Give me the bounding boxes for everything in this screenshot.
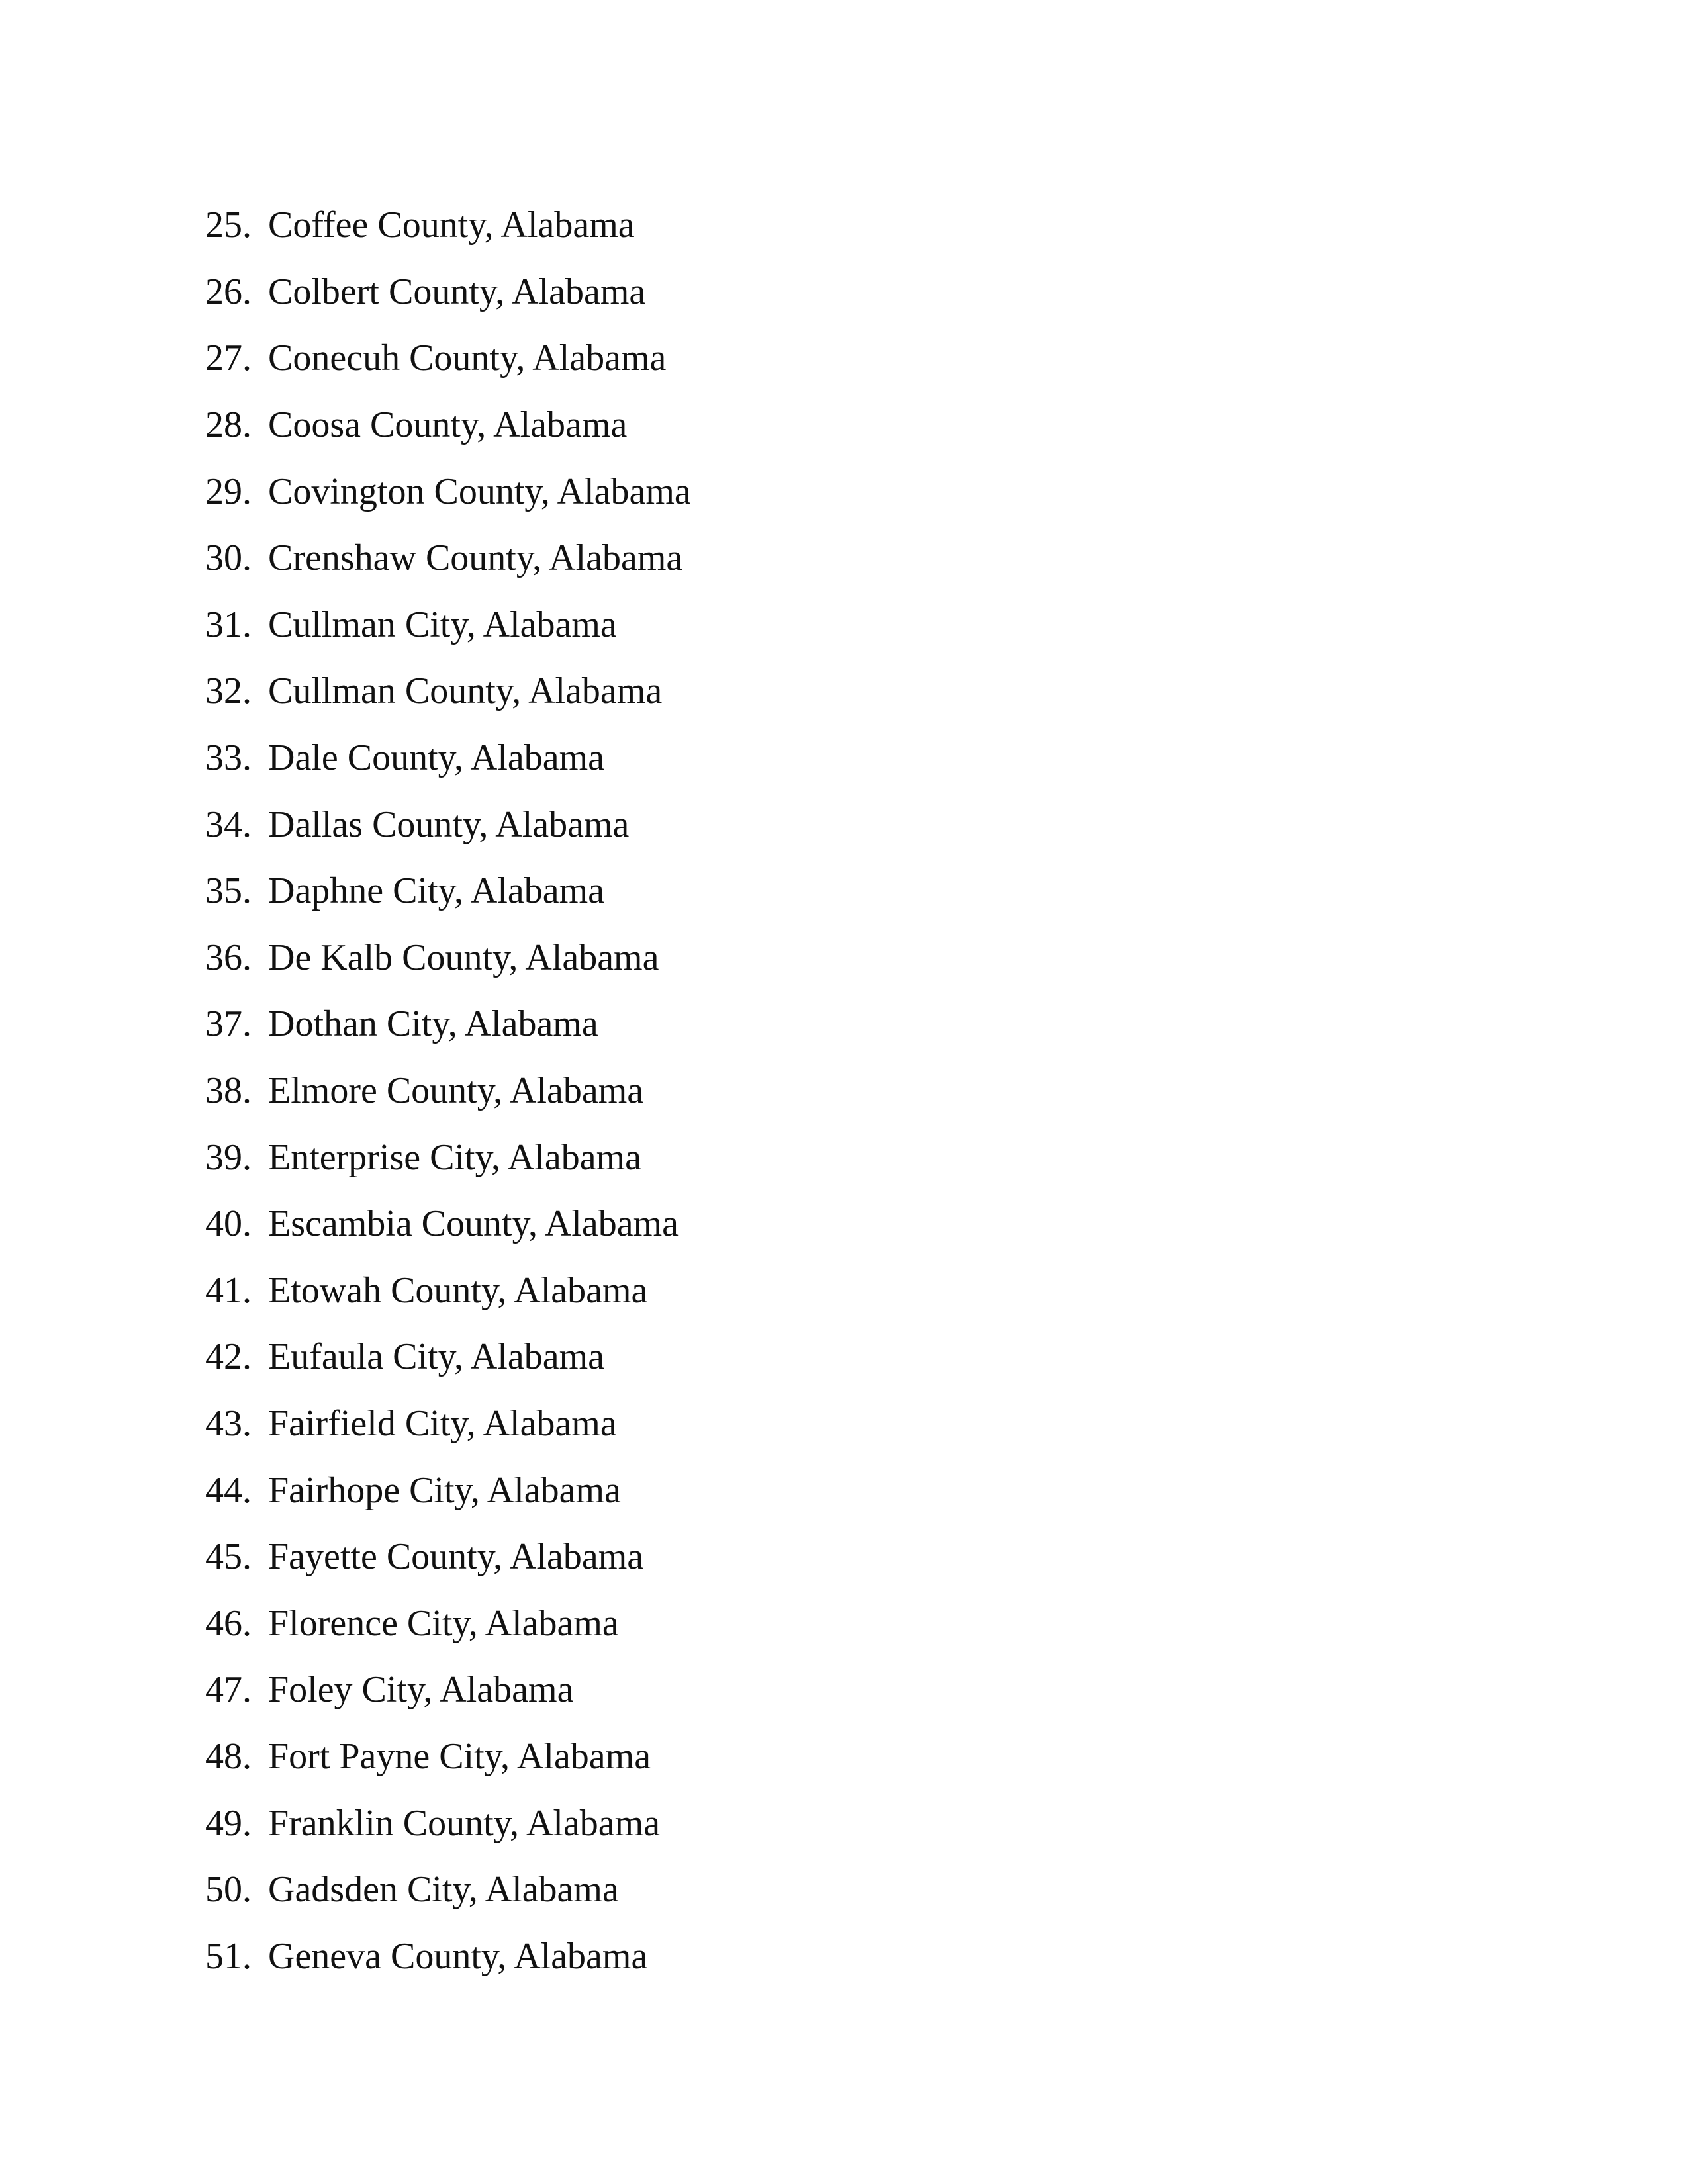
list-item-number: 28. [205, 404, 252, 446]
list-item-text: Conecuh County, Alabama [268, 338, 667, 379]
list-item-text: Elmore County, Alabama [268, 1070, 644, 1112]
list-item [205, 1324, 691, 1390]
list-item-text: Crenshaw County, Alabama [268, 537, 683, 579]
list-item-number: 46. [205, 1602, 252, 1644]
list-item-number: 33. [205, 737, 252, 779]
list-item-text: Cullman County, Alabama [268, 670, 663, 712]
list-item [205, 525, 691, 592]
list-item-number: 51. [205, 1935, 252, 1977]
list-item-number: 39. [205, 1136, 252, 1178]
list-item-text: Etowah County, Alabama [268, 1269, 648, 1311]
list-item-number: 29. [205, 471, 252, 512]
list-item-text: Gadsden City, Alabama [268, 1869, 619, 1911]
list-item-number: 27. [205, 338, 252, 379]
list-item [205, 658, 691, 725]
list-item-number: 37. [205, 1003, 252, 1045]
list-item-number: 26. [205, 271, 252, 312]
list-item [205, 1457, 691, 1524]
list-item-number: 31. [205, 604, 252, 645]
list-item-number: 25. [205, 205, 252, 246]
list-item-number: 41. [205, 1269, 252, 1311]
list-item-number: 42. [205, 1336, 252, 1378]
list-item-text: Enterprise City, Alabama [268, 1136, 641, 1178]
list-item-text: Cullman City, Alabama [268, 604, 617, 645]
list-item-number: 30. [205, 537, 252, 579]
list-item-number: 49. [205, 1802, 252, 1844]
list-item [205, 325, 691, 392]
list-item [205, 1790, 691, 1856]
list-item [205, 991, 691, 1058]
list-item [205, 1723, 691, 1790]
list-item-number: 35. [205, 870, 252, 912]
list-item-number: 44. [205, 1469, 252, 1511]
list-item-number: 36. [205, 936, 252, 978]
list-item-text: Coffee County, Alabama [268, 205, 635, 246]
list-item-text: Daphne City, Alabama [268, 870, 605, 912]
list-item [205, 925, 691, 991]
list-item [205, 725, 691, 792]
list-item-number: 50. [205, 1869, 252, 1911]
list-item-text: Escambia County, Alabama [268, 1203, 679, 1245]
list-item [205, 458, 691, 525]
list-item [205, 1390, 691, 1457]
list-item-text: Franklin County, Alabama [268, 1802, 661, 1844]
list-item-text: Foley City, Alabama [268, 1669, 574, 1711]
list-item-number: 48. [205, 1735, 252, 1777]
list-item-text: De Kalb County, Alabama [268, 936, 659, 978]
list-item-text: Eufaula City, Alabama [268, 1336, 604, 1378]
list-item [205, 1257, 691, 1324]
list-item-text: Fort Payne City, Alabama [268, 1735, 651, 1777]
list-item [205, 1124, 691, 1191]
list-item-text: Fairfield City, Alabama [268, 1402, 617, 1444]
list-item-number: 32. [205, 670, 252, 712]
list-item [205, 192, 691, 259]
list-item-number: 34. [205, 803, 252, 845]
list-item-text: Florence City, Alabama [268, 1602, 619, 1644]
list-item [205, 1923, 691, 1989]
list-item-number: 40. [205, 1203, 252, 1245]
list-item [205, 1657, 691, 1723]
list-item-text: Dale County, Alabama [268, 737, 605, 779]
numbered-list [205, 192, 691, 1989]
list-item-text: Colbert County, Alabama [268, 271, 646, 312]
list-item-text: Covington County, Alabama [268, 471, 691, 512]
list-item-text: Fayette County, Alabama [268, 1536, 644, 1578]
list-item [205, 259, 691, 326]
list-item [205, 592, 691, 659]
list-item-text: Geneva County, Alabama [268, 1935, 648, 1977]
list-item [205, 1590, 691, 1657]
list-item [205, 1524, 691, 1590]
list-item [205, 1856, 691, 1923]
list-item-text: Dothan City, Alabama [268, 1003, 598, 1045]
list-item-number: 43. [205, 1402, 252, 1444]
list-item [205, 1058, 691, 1124]
list-item [205, 791, 691, 858]
list-item [205, 392, 691, 459]
list-item-number: 47. [205, 1669, 252, 1711]
list-item-text: Fairhope City, Alabama [268, 1469, 621, 1511]
list-item-number: 38. [205, 1070, 252, 1112]
list-item-text: Dallas County, Alabama [268, 803, 630, 845]
list-item-number: 45. [205, 1536, 252, 1578]
list-item-text: Coosa County, Alabama [268, 404, 628, 446]
list-item [205, 858, 691, 925]
list-item [205, 1191, 691, 1257]
